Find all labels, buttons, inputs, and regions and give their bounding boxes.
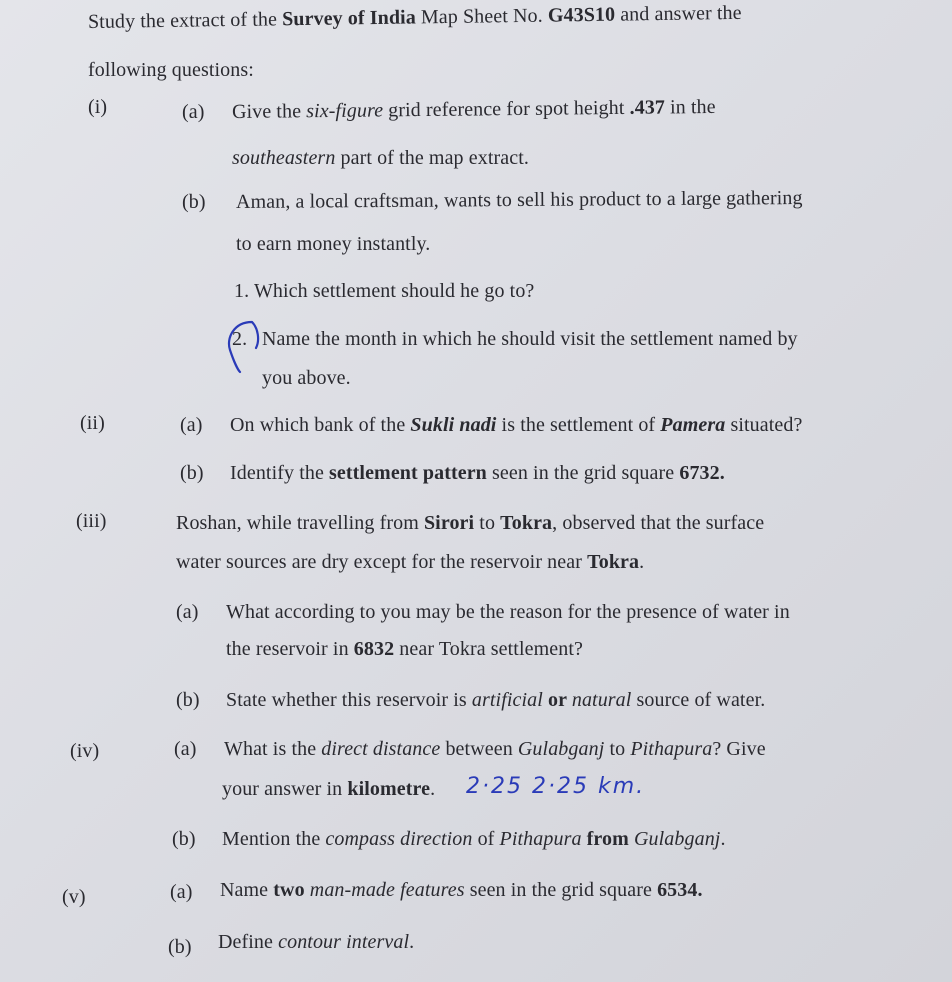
q3-text: .: [639, 551, 645, 573]
q4a-gulabganj: Gulabganj: [517, 738, 605, 760]
q1a-text: Give the: [231, 100, 307, 123]
q5b-contour-interval: contour interval: [278, 931, 410, 953]
q4a-label: (a): [174, 738, 197, 760]
q1a-line-1: [232, 95, 716, 124]
q4a-line-1: [224, 737, 766, 761]
intro-survey-of-india: Survey of India: [281, 6, 416, 31]
q1a-label: (a): [182, 101, 205, 123]
q4a-text: your answer in: [222, 778, 348, 800]
q3a-line-1: What according to you may be the reason for the presence of water in: [226, 601, 790, 623]
q3-number: (iii): [76, 510, 107, 532]
q4a-pithapura: Pithapura: [630, 738, 713, 760]
q2a-line: [230, 413, 802, 437]
q5a-text: seen in the grid square: [464, 879, 658, 901]
q1a-line-2: [232, 146, 529, 170]
q2a-text: On which bank of the: [230, 414, 411, 436]
intro-line-1: [88, 1, 742, 34]
q3a-text: the reservoir in: [226, 638, 354, 660]
q5-number: (v): [62, 886, 86, 908]
q2b-label: (b): [180, 462, 204, 484]
q5a-line: [220, 878, 703, 902]
q1b-line-1: Aman, a local craftsman, wants to sell his product to a large gathering: [235, 187, 803, 213]
q3b-label: (b): [176, 689, 200, 711]
q3-tokra: Tokra: [500, 512, 553, 534]
q4-number: (iv): [70, 740, 100, 762]
q2a-pamera: Pamera: [660, 414, 726, 436]
q5b-line: [218, 930, 414, 954]
q2-number: (ii): [80, 412, 105, 434]
q1b-label: (b): [182, 191, 206, 213]
q5a-label: (a): [170, 881, 193, 903]
q3a-line-2: [226, 637, 583, 661]
q3a-label: (a): [176, 601, 199, 623]
q2b-line: [230, 461, 725, 485]
q3b-natural: natural: [571, 689, 632, 711]
q5b-label: (b): [168, 936, 192, 958]
q4b-pithapura: Pithapura: [499, 828, 582, 850]
q1-number: (i): [88, 96, 108, 118]
q2b-grid-square: 6732.: [679, 462, 725, 484]
q3-text: Roshan, while travelling from: [176, 512, 424, 534]
q1a-text: in the: [664, 95, 716, 119]
q4a-text: to: [604, 738, 631, 760]
q3a-text: near Tokra settlement?: [394, 638, 583, 660]
q4a-direct-distance: direct distance: [321, 738, 441, 760]
q2a-label: (a): [180, 414, 203, 436]
q1a-spot-height: .437: [629, 96, 666, 119]
q5a-grid-square: 6534.: [657, 879, 703, 901]
q3-tokra: Tokra: [587, 551, 640, 573]
q1a-six-figure: six-figure: [306, 99, 384, 123]
q2b-settlement-pattern: settlement pattern: [329, 462, 487, 484]
q3b-text: source of water.: [631, 689, 766, 711]
q1b-sub-2-line-1: Name the month in which he should visit the settlement named by: [262, 328, 798, 350]
q4a-text: between: [440, 738, 518, 760]
q2a-text: is the settlement of: [496, 414, 661, 436]
q1b-sub-1: 1. Which settlement should he go to?: [234, 280, 535, 302]
q2b-text: Identify the: [230, 462, 330, 484]
q1a-text: part of the map extract.: [335, 147, 529, 169]
q4b-from: from: [581, 828, 634, 850]
q3b-or: or: [542, 689, 572, 711]
q4b-text: .: [720, 828, 726, 850]
q2a-text: situated?: [725, 414, 803, 436]
q3-sirori: Sirori: [423, 512, 475, 534]
q4b-compass-direction: compass direction: [325, 828, 473, 850]
intro-line-2: following questions:: [88, 59, 254, 81]
intro-text: and answer the: [614, 1, 742, 26]
q4b-line: [222, 827, 726, 851]
q1b-sub-2-line-2: you above.: [262, 367, 351, 389]
q3a-grid-square: 6832: [353, 638, 395, 660]
intro-text: Study the extract of the: [87, 8, 283, 33]
intro-text: Map Sheet No.: [415, 4, 549, 29]
q5b-text: .: [409, 931, 415, 953]
q1b-line-2: to earn money instantly.: [236, 233, 431, 255]
q5a-text: Name: [220, 879, 274, 901]
q4b-label: (b): [172, 828, 196, 850]
q2b-text: seen in the grid square: [486, 462, 680, 484]
q4b-text: of: [472, 828, 500, 850]
q4a-text: What is the: [224, 738, 322, 760]
q3b-text: State whether this reservoir is: [226, 689, 472, 711]
q3-line-2: [176, 550, 644, 574]
q2a-sukli-nadi: Sukli nadi: [410, 414, 497, 436]
q4a-line-2: [222, 777, 435, 801]
q4a-text: ? Give: [712, 738, 766, 760]
q4a-kilometre: kilometre: [347, 778, 431, 800]
q1b-sub-2-number: 2.: [232, 328, 248, 350]
q5a-man-made-features: man-made features: [309, 879, 465, 901]
q4a-text: .: [430, 778, 436, 800]
intro-sheet-number: G43S10: [547, 3, 616, 27]
q1a-southeastern: southeastern: [232, 147, 336, 169]
q1a-text: grid reference for spot height: [383, 96, 630, 122]
handwritten-answer: 2·25 2·25 km.: [466, 774, 646, 799]
q3-text: to: [474, 512, 501, 534]
q5a-two: two: [273, 879, 305, 901]
q4b-text: Mention the: [222, 828, 326, 850]
q3b-artificial: artificial: [471, 689, 543, 711]
q3-text: , observed that the surface: [552, 512, 765, 534]
q3b-line: [226, 688, 765, 712]
q3-line-1: [176, 511, 764, 535]
q4b-gulabganj: Gulabganj: [634, 828, 721, 850]
q5b-text: Define: [218, 931, 279, 953]
q3-text: water sources are dry except for the reservoir near: [176, 551, 588, 573]
